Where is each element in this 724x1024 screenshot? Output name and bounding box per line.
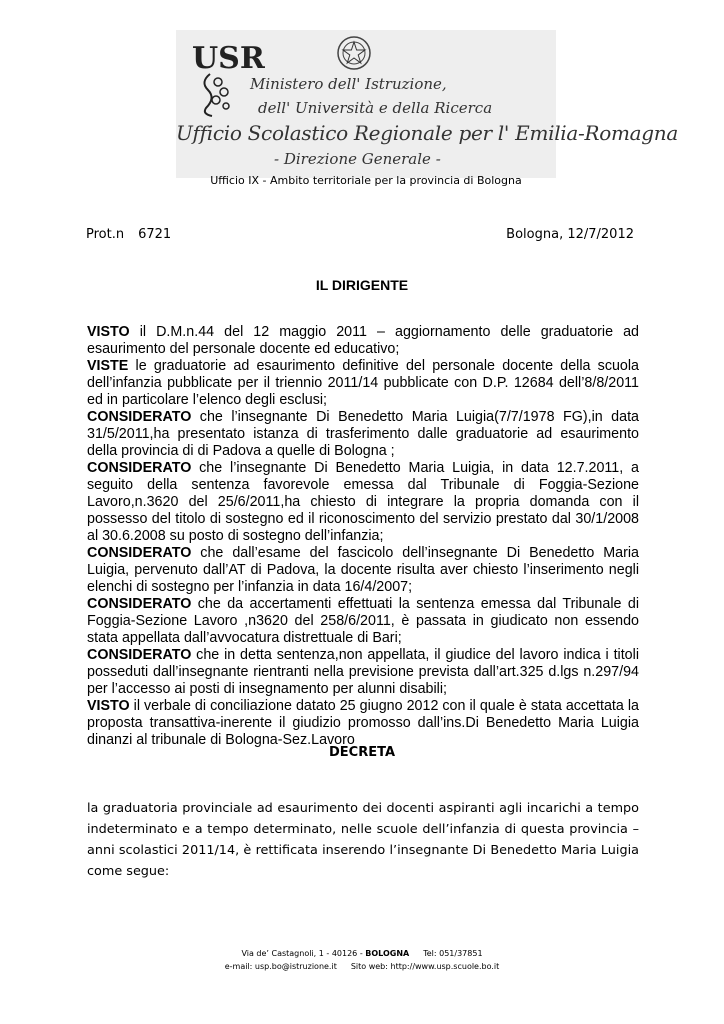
preamble-paragraph	[87, 460, 639, 545]
paragraph-text: il D.M.n.44 del 12 maggio 2011 – aggiornamento delle graduatorie ad esaurimento del personale docente ed educativo;	[87, 324, 639, 357]
preamble-paragraph	[87, 698, 639, 749]
footer-street: Via de’ Castagnoli, 1 - 40126 -	[241, 949, 363, 958]
paragraph-keyword: CONSIDERATO	[87, 409, 192, 425]
document-heading: IL DIRIGENTE	[315, 277, 409, 293]
paragraph-text: che dall’esame del fascicolo dell’insegnante Di Benedetto Maria Luigia, pervenuto dall’AT di Padova, la docente risulta aver chiesto l’inserimento negli elenchi di sostegno per l’infanzia in data 16/4/2007;	[87, 545, 639, 595]
regional-office-name: Ufficio Scolastico Regionale per l' Emilia-Romagna	[176, 121, 678, 145]
paragraph-text: che l’insegnante Di Benedetto Maria Luigia(7/7/1978 FG),in data 31/5/2011,ha presentato istanza di trasferimento dalle graduatorie ad esaurimento della provincia di di Padova a quelle di Bologna ;	[87, 409, 639, 459]
preamble-paragraph	[87, 596, 639, 647]
protocol-value: 6721	[138, 227, 172, 242]
ministry-name-line2: dell' Università e della Ricerca	[258, 99, 493, 117]
paragraph-keyword: VISTO	[87, 698, 130, 714]
paragraph-keyword: VISTE	[87, 358, 129, 374]
paragraph-text: le graduatorie ad esaurimento definitive del personale docente della scuola dell’infanzia pubblicate per il triennio 2011/14 pubblicate con D.P. 12684 dell’8/8/2011 ed in particolare l’elenco degli esclusi;	[87, 358, 639, 408]
usr-logo	[192, 38, 265, 118]
office-subtitle: Ufficio IX - Ambito territoriale per la provincia di Bologna	[210, 174, 522, 187]
paragraph-keyword: CONSIDERATO	[87, 545, 192, 561]
paragraph-keyword: CONSIDERATO	[87, 460, 192, 476]
footer-contacts	[0, 962, 724, 971]
decree-heading: DECRETA	[328, 745, 396, 760]
footer-email: e-mail: usp.bo@istruzione.it	[224, 962, 337, 971]
document-date: Bologna, 12/7/2012	[506, 227, 634, 242]
paragraph-keyword: VISTO	[87, 324, 130, 340]
preamble-paragraph	[87, 324, 639, 358]
paragraph-text: che da accertamenti effettuati la sentenza emessa dal Tribunale di Foggia-Sezione Lavoro ,n3620 del 258/6/2011, è passata in giudicato non essendo stata appellata dall’avvocatura distrettuale di Bari;	[87, 596, 639, 646]
paragraph-keyword: CONSIDERATO	[87, 596, 192, 612]
italian-republic-emblem-icon	[334, 34, 374, 72]
paragraph-text: il verbale di conciliazione datato 25 giugno 2012 con il quale è stata accettata la proposta transattiva-inerente il giudizio promosso dall’ins.Di Benedetto Maria Luigia dinanzi al tribunale di Bologna-Sez.Lavoro	[87, 698, 639, 748]
usr-logo-text: USR	[192, 41, 265, 76]
footer-phone: Tel: 051/37851	[423, 949, 483, 958]
footer-website: Sito web: http://www.usp.scuole.bo.it	[350, 962, 500, 971]
directorate-name: - Direzione Generale -	[274, 150, 441, 168]
paragraph-keyword: CONSIDERATO	[87, 647, 192, 663]
preamble-body	[87, 324, 639, 749]
protocol-label: Prot.n	[86, 227, 125, 242]
protocol-number	[86, 227, 171, 242]
paragraph-text: che l’insegnante Di Benedetto Maria Luigia, in data 12.7.2011, a seguito della sentenza favorevole emessa dal Tribunale di Foggia-Sezione Lavoro,n.3620 del 25/6/2011,ha chiesto di integrare la propria domanda con il possesso del titolo di sostegno ed il riconoscimento del servizio prestato dal 30/1/2008 al 30.6.2008 su posto di sostegno dell’infanzia;	[87, 460, 639, 544]
preamble-paragraph	[87, 409, 639, 460]
preamble-paragraph	[87, 358, 639, 409]
footer-city: BOLOGNA	[365, 949, 410, 958]
paragraph-text: che in detta sentenza,non appellata, il giudice del lavoro indica i titoli posseduti dall’insegnante rientranti nella previsione prevista dall’art.325 d.lgs n.297/94 per l’accesso ai posti di insegnamento per alunni disabili;	[87, 647, 639, 697]
footer-address	[0, 949, 724, 958]
decree-body: la graduatoria provinciale ad esaurimento dei docenti aspiranti agli incarichi a tempo indeterminato e a tempo determinato, nelle scuole dell’infanzia di questa provincia – anni scolastici 2011/14, è rettificata inserendo l’insegnante Di Benedetto Maria Luigia come segue:	[87, 801, 639, 879]
ministry-name-line1: Ministero dell' Istruzione,	[250, 75, 447, 93]
preamble-paragraph	[87, 545, 639, 596]
preamble-paragraph	[87, 647, 639, 698]
